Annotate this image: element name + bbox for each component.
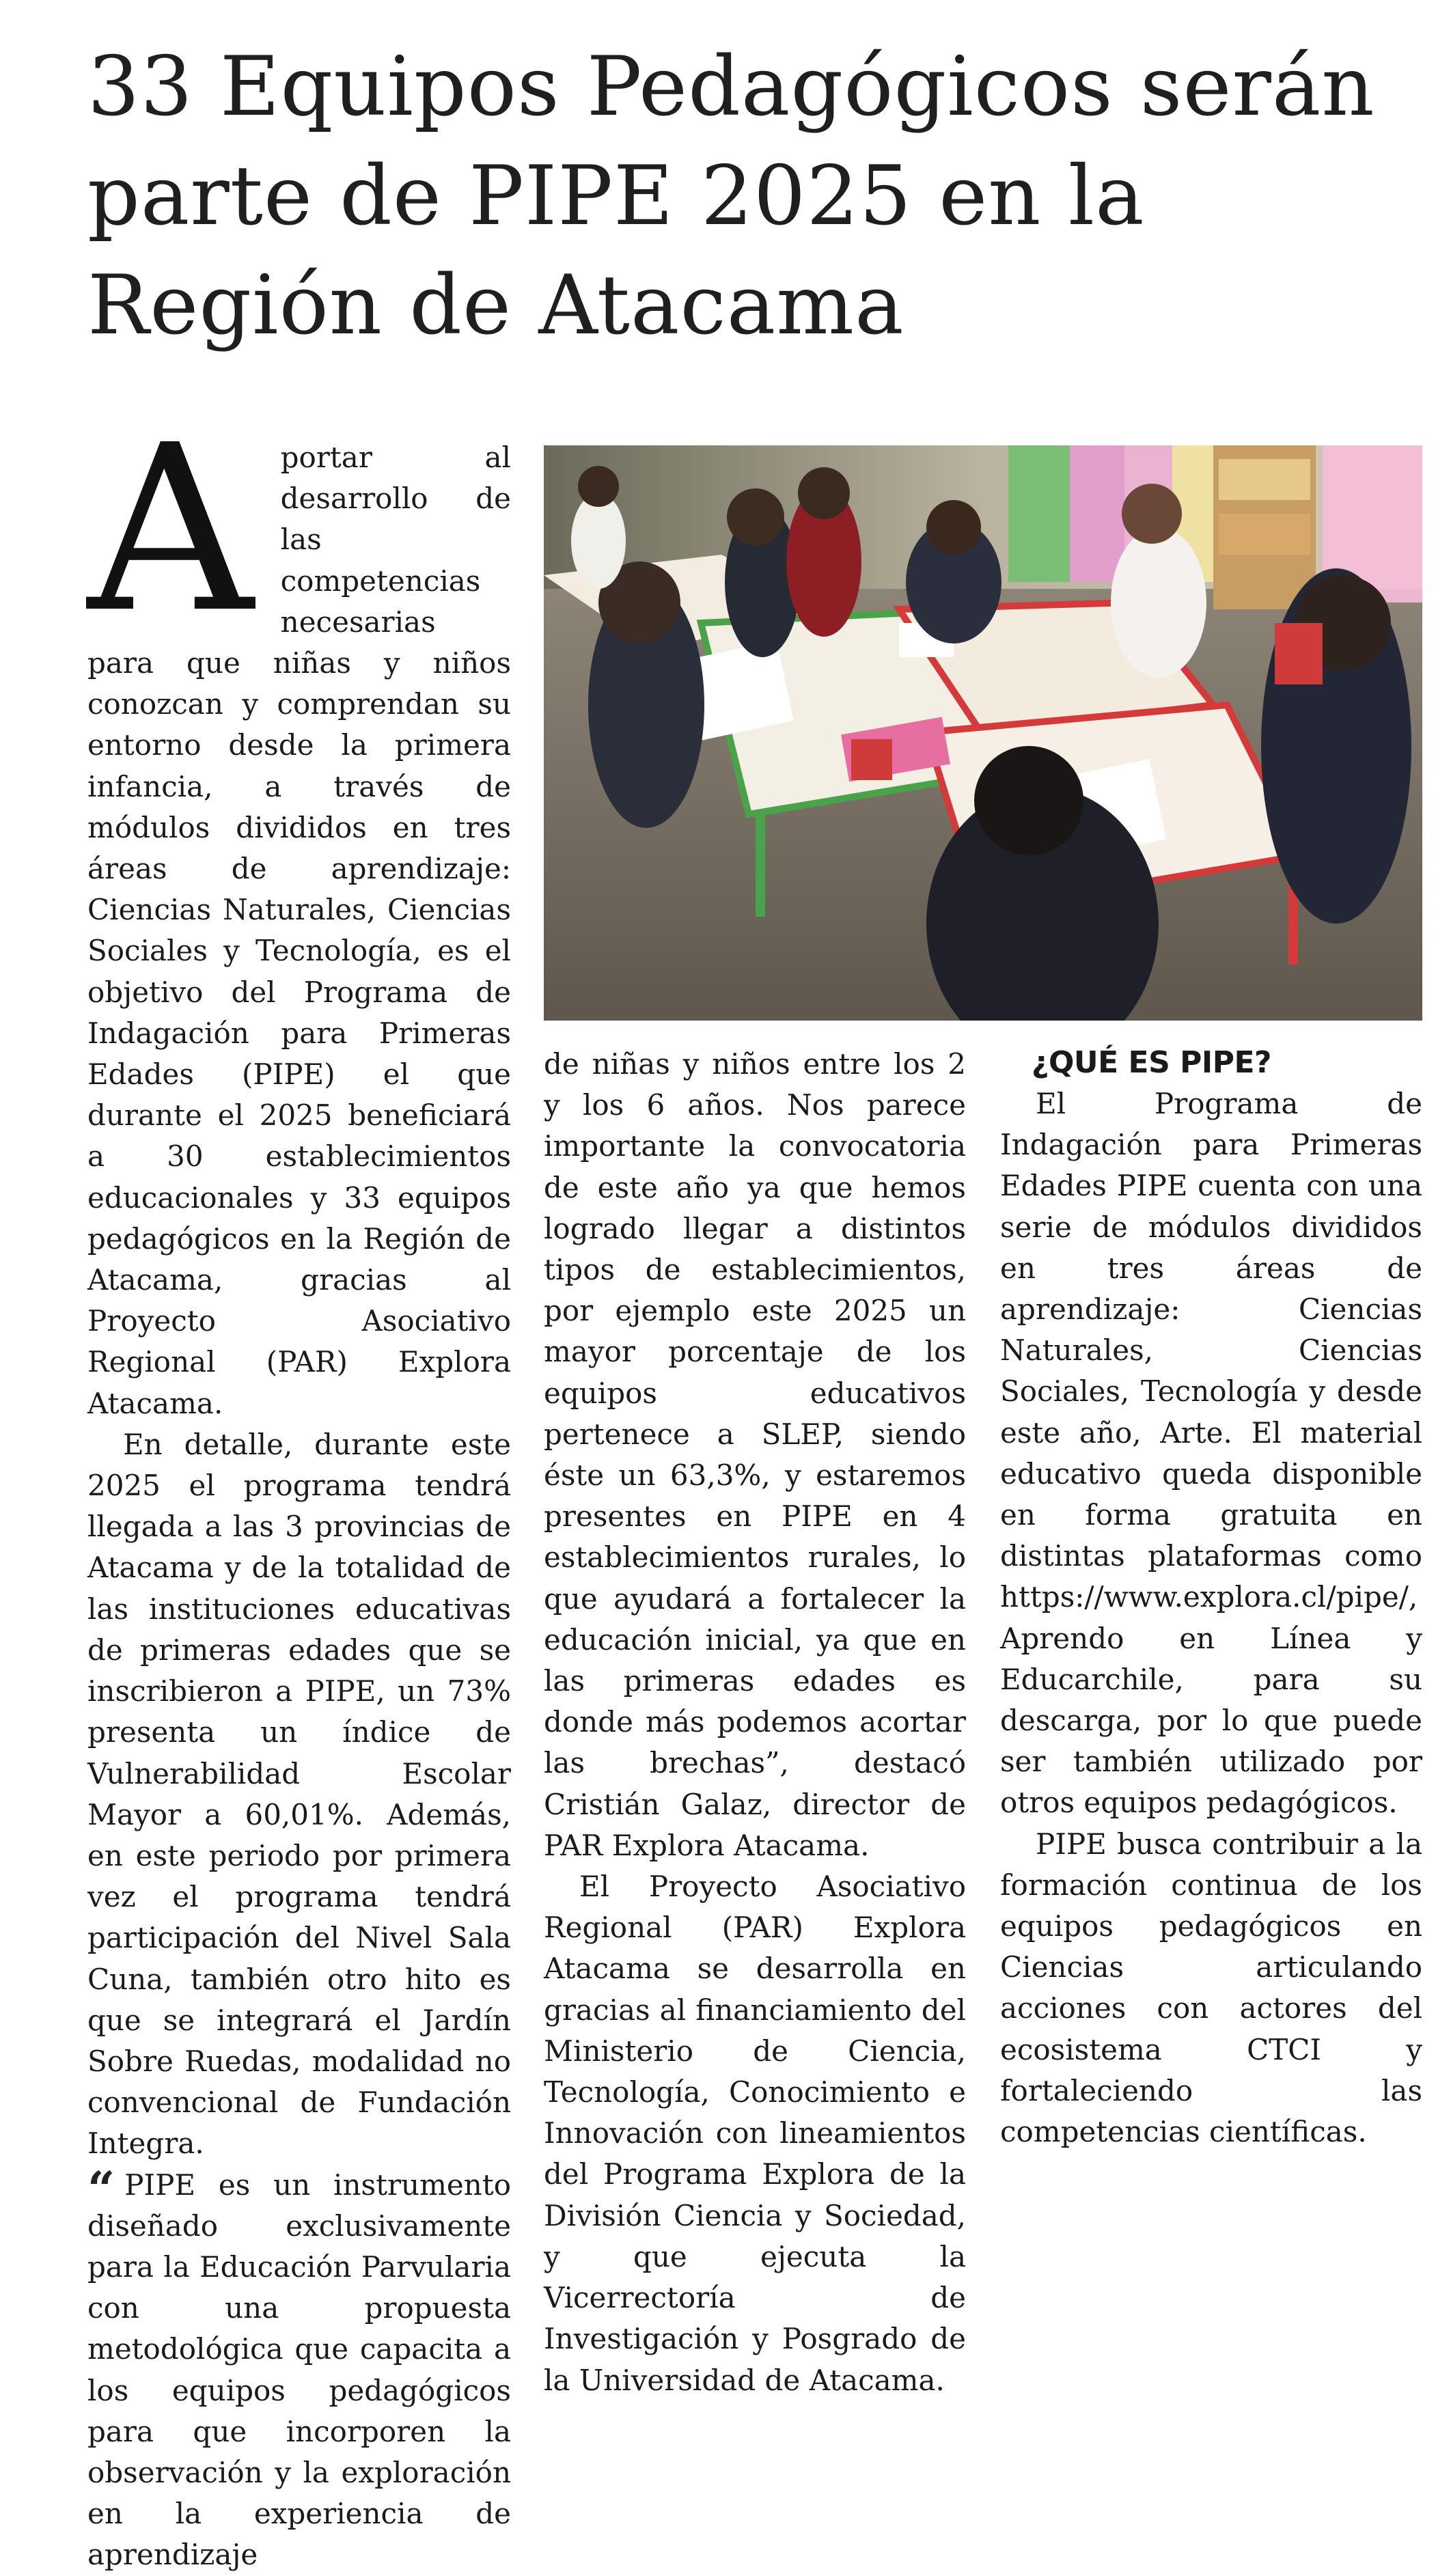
paragraph: PIPE busca contribuir a la formación continua de los equipos pedagógicos en Ciencias articulando acciones con actores del ecosistema CTCI y fortaleciendo las competencias científicas. — [1000, 1827, 1422, 2149]
article-column-3 — [1000, 1044, 1422, 2152]
classroom-photo — [544, 445, 1422, 1021]
paragraph: El Programa de Indagación para Primeras Edades PIPE cuenta con una serie de módulos divididos en tres áreas de aprendizaje: Ciencias Naturales, Ciencias Sociales, Tecnología y desde este año, Arte. El material educativo queda disponible en forma gratuita en distintas plataformas como https://www.explora.cl/pipe/, Aprendo en Línea y Educarchile, para su descarga, por lo que puede ser también utilizado por otros equipos pedagógicos. — [1000, 1087, 1422, 1820]
paragraph: de niñas y niños entre los 2 y los 6 años. Nos parece importante la convocatoria de este año ya que hemos logrado llegar a distintos tipos de establecimientos, por ejemplo este 2025 un mayor porcentaje de los equipos educativos pertenece a SLEP, siendo éste un 63,3%, y estaremos presentes en PIPE en 4 establecimientos rurales, lo que ayudará a fortalecer la educación inicial, ya que en las primeras edades es donde más podemos acortar las brechas”, destacó Cristián Galaz, director de PAR Explora Atacama. — [544, 1047, 966, 1862]
quote-mark-icon: “ — [87, 2160, 115, 2217]
article-column-2 — [544, 1044, 966, 2401]
paragraph: portar al desarrollo de las competencias necesarias para que niñas y niños conozcan y comprendan su entorno desde la primera infancia, a través de módulos divididos en tres áreas de aprendizaje: Ciencias Naturales, Ciencias Sociales y Tecnología, es el objetivo del Programa de Indagación para Primeras Edades (PIPE) el que durante el 2025 beneficiará a 30 establecimientos educacionales y 33 equipos pedagógicos en la Región de Atacama, gracias al Proyecto Asociativo Regional (PAR) Explora Atacama. — [87, 441, 511, 1420]
section-title: ¿QUÉ ES PIPE? — [1032, 1045, 1272, 1080]
quote-text: PIPE es un instrumento diseñado exclusivamente para la Educación Parvularia con una propuesta metodológica que capacita a los equipos pedagógicos para que incorporen la observación y la exploración en la experiencia de aprendizaje — [87, 2168, 511, 2572]
quote-paragraph — [87, 2160, 511, 2576]
article-column-1 — [87, 396, 511, 2576]
paragraph: El Proyecto Asociativo Regional (PAR) Explora Atacama se desarrolla en gracias al financiamiento del Ministerio de Ciencia, Tecnología, Conocimiento e Innovación con lineamientos del Programa Explora de la División Ciencia y Sociedad, y que ejecuta la Vicerrectoría de Investigación y Posgrado de la Universidad de Atacama. — [544, 1870, 966, 2397]
paragraph: En detalle, durante este 2025 el programa tendrá llegada a las 3 provincias de Atacama y de la totalidad de las instituciones educativas de primeras edades que se inscribieron a PIPE, un 73% presenta un índice de Vulnerabilidad Escolar Mayor a 60,01%. Además, en este periodo por primera vez el programa tendrá participación del Nivel Sala Cuna, también otro hito es que se integrará el Jardín Sobre Ruedas, modalidad no convencional de Fundación Integra. — [87, 1427, 511, 2161]
drop-cap: A — [87, 396, 253, 663]
headline: 33 Equipos Pedagógicos serán parte de PIPE 2025 en la Región de Atacama — [87, 40, 1375, 353]
